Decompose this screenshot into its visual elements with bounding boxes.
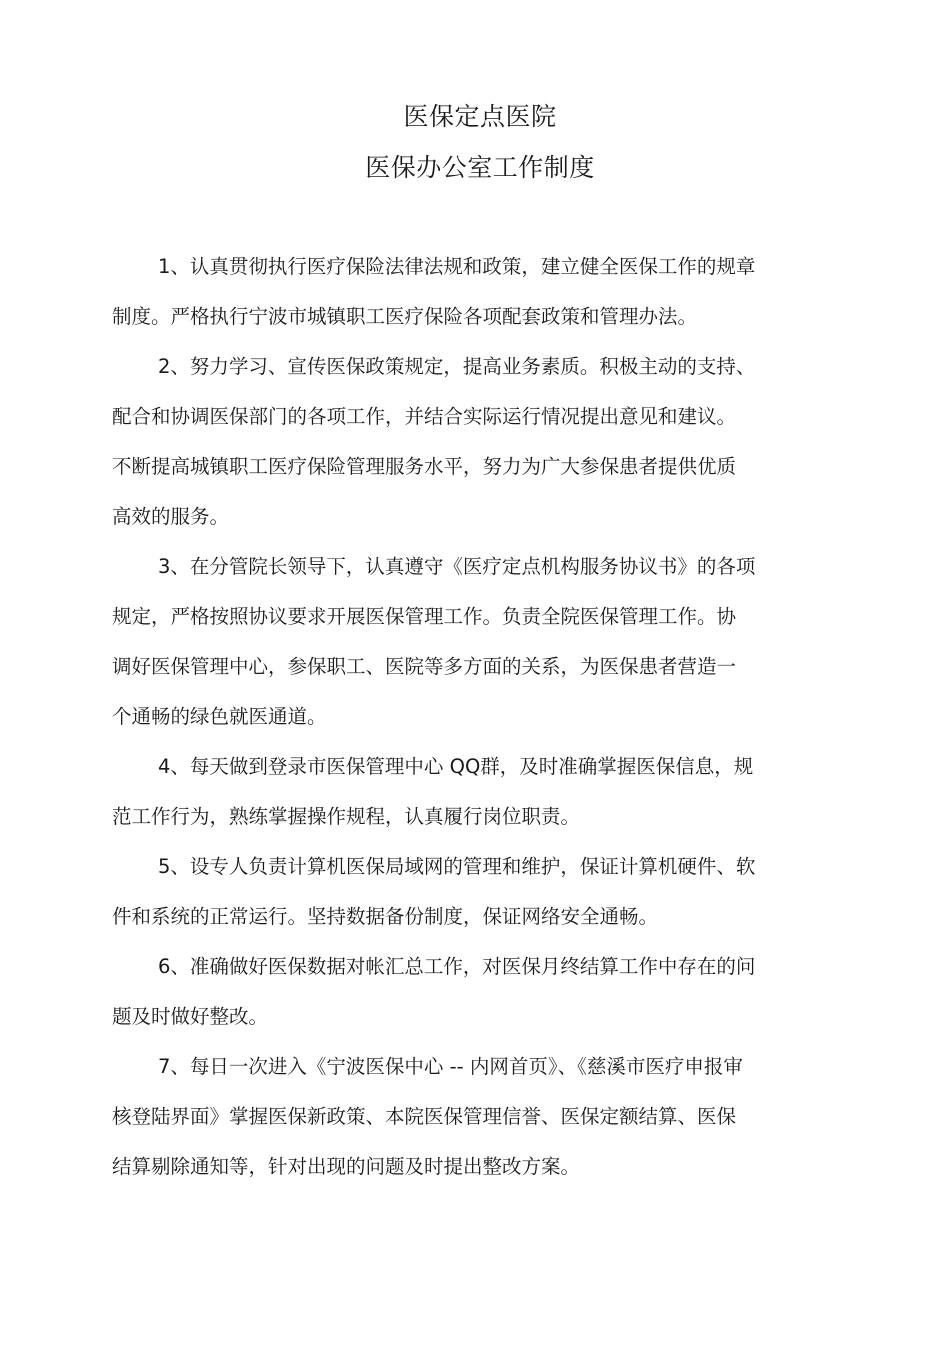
paragraph-4-line-2: 范工作行为，熟练掌握操作规程，认真履行岗位职责。 (112, 805, 581, 828)
paragraph-5-line-1: 5、设专人负责计算机医保局域网的管理和维护，保证计算机硬件、软 (158, 855, 756, 878)
paragraph-6-line-2: 题及时做好整改。 (112, 1005, 269, 1028)
paragraph-1-line-2: 制度。严格执行宁波市城镇职工医疗保险各项配套政策和管理办法。 (112, 305, 698, 328)
paragraph-4-line-1: 4、每天做到登录市医保管理中心 QQ群，及时准确掌握医保信息，规 (158, 755, 754, 778)
document-title-line-2: 医保办公室工作制度 (365, 153, 595, 182)
paragraph-6-line-1: 6、准确做好医保数据对帐汇总工作，对医保月终结算工作中存在的问 (158, 955, 756, 978)
paragraph-2-line-3: 不断提高城镇职工医疗保险管理服务水平，努力为广大参保患者提供优质 (112, 455, 737, 478)
paragraph-7-line-2: 核登陆界面》掌握医保新政策、本院医保管理信誉、医保定额结算、医保 (112, 1105, 737, 1128)
document-title-line-1: 医保定点医院 (403, 102, 557, 131)
paragraph-5-line-2: 件和系统的正常运行。坚持数据备份制度，保证网络安全通畅。 (112, 905, 659, 928)
paragraph-2-line-1: 2、努力学习、宣传医保政策规定，提高业务素质。积极主动的支持、 (158, 355, 756, 378)
paragraph-7-line-1: 7、每日一次进入《宁波医保中心 -- 内网首页》、《慈溪市医疗申报审 (158, 1055, 743, 1078)
paragraph-3-line-1: 3、在分管院长领导下，认真遵守《医疗定点机构服务协议书》的各项 (158, 555, 756, 578)
paragraph-3-line-2: 规定，严格按照协议要求开展医保管理工作。负责全院医保管理工作。协 (112, 605, 737, 628)
paragraph-2-line-4: 高效的服务。 (112, 505, 230, 528)
paragraph-1-line-1: 1、认真贯彻执行医疗保险法律法规和政策，建立健全医保工作的规章 (158, 255, 756, 278)
paragraph-7-line-3: 结算剔除通知等，针对出现的问题及时提出整改方案。 (112, 1155, 581, 1178)
paragraph-3-line-4: 个通畅的绿色就医通道。 (112, 705, 327, 728)
paragraph-3-line-3: 调好医保管理中心，参保职工、医院等多方面的关系，为医保患者营造一 (112, 655, 737, 678)
paragraph-2-line-2: 配合和协调医保部门的各项工作，并结合实际运行情况提出意见和建议。 (112, 405, 737, 428)
